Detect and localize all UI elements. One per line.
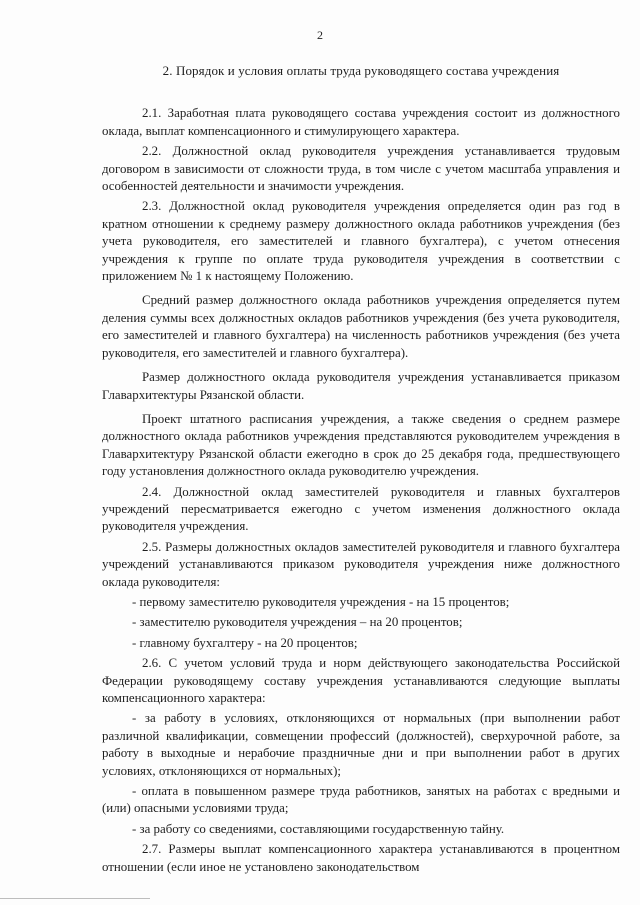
paragraph-average-salary: Средний размер должностного оклада работников учреждения определяется путем деления суммы всех должностных окладов работников учреждения (без учета руководителя, его заместителей и главного бухгалтера) на численность работников учреждения (без учета руководителя, его заместителей и главного бухгалтера). — [102, 293, 620, 360]
paragraph-2-4: 2.4. Должностной оклад заместителей руководителя и главных бухгалтеров учреждений пересматривается ежегодно с учетом изменения должностного оклада руководителя учреждения. — [102, 484, 620, 534]
section-heading: 2. Порядок и условия оплаты труда руководящего состава учреждения — [162, 63, 560, 78]
paragraph-2-7: 2.7. Размеры выплат компенсационного характера устанавливаются в процентном отношении (если иное не установлено законодательством — [102, 842, 620, 874]
paragraph-2-3: 2.3. Должностной оклад руководителя учреждения определяется один раз год в кратном отношении к среднему размеру должностного оклада работников учреждения (без учета руководителя, его заместителей и главного бухгалтера), с учетом отнесения учреждения к группе по оплате труда руководителя учреждения в соответствии с приложением № 1 к настоящему Положению. — [102, 199, 620, 284]
list-item-abnormal-conditions: - за работу в условиях, отклоняющихся от нормальных (при выполнении работ различной квалификации, совмещении профессий (должностей), сверхурочной работе, за работу в выходные и нерабочие праздничные дни и при выполнении работ в других условиях, отклоняющихся от нормальных); — [102, 711, 620, 778]
paragraph-director-salary-order: Размер должностного оклада руководителя учреждения устанавливается приказом Главархитектуры Рязанской области. — [102, 370, 620, 402]
paragraph-2-1: 2.1. Заработная плата руководящего состава учреждения состоит из должностного оклада, выплат компенсационного и стимулирующего характера. — [102, 106, 620, 138]
list-item-deputy: - заместителю руководителя учреждения – на 20 процентов; — [132, 615, 463, 630]
list-item-hazardous-work: - оплата в повышенном размере труда работников, занятых на работах с вредными и (или) опасными условиями труда; — [102, 784, 620, 816]
scan-edge-line — [0, 898, 150, 899]
list-item-chief-accountant: - главному бухгалтеру - на 20 процентов; — [132, 635, 358, 650]
paragraph-staffing-project: Проект штатного расписания учреждения, а также сведения о среднем размере должностного оклада работников учреждения представляются руководителем учреждения в Главархитектуру Рязанской области ежегодно в срок до 25 декабря года, предшествующего году установления должностного оклада руководителю учреждения. — [102, 411, 620, 479]
page-number: 2 — [317, 28, 323, 42]
paragraph-2-2: 2.2. Должностной оклад руководителя учреждения устанавливается трудовым договором в зависимости от сложности труда, в том числе с учетом масштаба управления и особенностей деятельности и значимости учреждения. — [102, 144, 620, 194]
paragraph-2-6: 2.6. С учетом условий труда и норм действующего законодательства Российской Федерации руководящему составу учреждения устанавливаются следующие выплаты компенсационного характера: — [102, 656, 620, 705]
document-body — [102, 62, 620, 879]
paragraph-2-5: 2.5. Размеры должностных окладов заместителей руководителя и главного бухгалтера учреждений устанавливаются приказом руководителя учреждения ниже должностного оклада руководителя: — [102, 539, 620, 589]
list-item-state-secret: - за работу со сведениями, составляющими государственную тайну. — [132, 821, 505, 836]
list-item-first-deputy: - первому заместителю руководителя учреждения - на 15 процентов; — [132, 594, 510, 609]
